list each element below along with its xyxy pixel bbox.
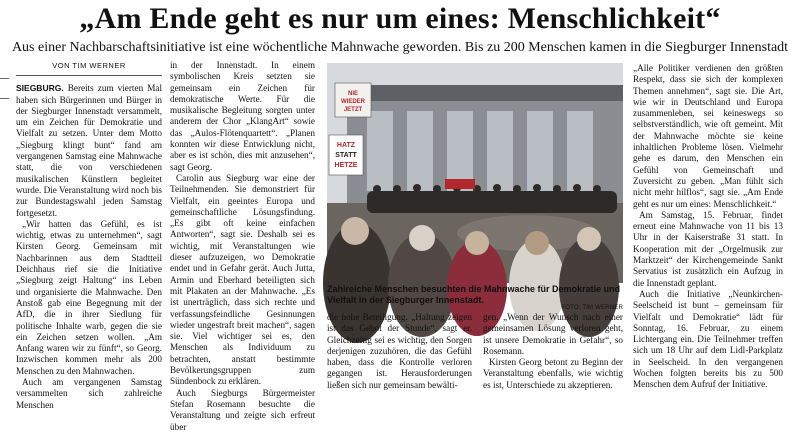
paragraph: Bereits zum vierten Mal haben sich Bürgerinnen und Bürger in der Siegburger Innenstadt versammelt, um ein Zeichen für Demokratie und Vielfalt zu setzen. Unter dem Motto „Siegburg klingt bunt“ fand am vergangenen Samstag eine Mahnwache statt, die von verschiedenen musikalischen Künstlern begleitet wurde. Die Veranstaltung wird noch bis zur Bundestagswahl jeden Samstag fortgesetzt.: [16, 83, 162, 218]
paragraph: Kirsten Georg betont zu Beginn der Veranstaltung ebenfalls, wie wichtig es ist, Unterschiede zu akzeptieren.: [483, 357, 623, 390]
photo-caption: [327, 284, 623, 313]
protest-sign-3: [445, 179, 475, 189]
protest-sign-1: [335, 83, 371, 117]
article-column-4: [483, 312, 623, 391]
article-column-2: [170, 60, 315, 433]
svg-text:NIE: NIE: [347, 91, 359, 97]
paragraph: die hohe Beteiligung. „Haltung zeigen ist das Gebot der Stunde“, sagt er. Gleichzeitig sei es wichtig, den Sorgen derjenigen zuzuhören, die das Gefühl haben, dass die Kontrolle verloren gegangen ist. Herausforderungen ließen sich nur gemeinsam bewälti-: [327, 312, 472, 390]
article-column-1: [16, 60, 162, 411]
building-roof: [347, 85, 623, 101]
demonstration-photo: [327, 63, 623, 283]
paragraph: „Alle Politiker verdienen den größten Respekt, dass sie sich der komplexen Themen annehmen“, sagt sie. Die Art, wie wir in Deutschland und Europa zusammenleben, sei keineswegs so selbstverständlich, wie oft gemeint. Mit der Mahnwache möchte sie keine inhaltlichen Probleme lösen. Vielmehr gehe es darum, den Menschen ein Gefühl von Gemeinschaft und Zuversicht zu geben. „Man fühlt sich nicht mehr hilflos“, sagt sie. „Am Ende geht es nur um eines: Menschlichkeit.“: [633, 63, 783, 209]
svg-text:JETZT: JETZT: [343, 107, 363, 113]
paragraph: Carolin aus Siegburg war eine der Teilnehmenden. Sie demonstriert für Vielfalt, ein geeintes Europa und gemeinschaftliche Lösungsfindung. „Es gibt oft keine einfachen Antworten“, sagt sie. Deshalb sei es wichtig, mit Veranstaltungen wie dieser aufzuzeigen, wo Demokratie endet und in Gefahr gerät. Auch Jutta, Armin und Eberhard beteiligten sich mit Plakaten an der Mahnwache. „Es ist unerträglich, dass sich rechte und verfassungsfeindliche Gesinnungen wieder ungestraft breit machen“, sagen sie. Viel wichtiger sei es, den Menschen als Individuum zu betrachten, anstatt bestimmte Bevölkerungsgruppen zum Sündenbock zu erklären.: [170, 172, 315, 387]
paragraph: in der Innenstadt. In einem symbolischen Kreis setzten sie gemeinsam ein Zeichen für demokratische Werte. Für die musikalische Begleitung sorgten unter anderem der Chor „KlangArt“ sowie das „Aulos-Flötenquartett“. „Planen konnten wir diese Entwicklung nicht, aber es ist schön, dies mit anzusehen“, sagt Georg.: [170, 60, 315, 172]
paragraph: gen. „Wenn der Wunsch nach einer gemeinsamen Lösung verloren geht, ist unsere Demokratie in Gefahr“, so Rosemann.: [483, 312, 623, 356]
svg-text:HATZ: HATZ: [336, 142, 356, 149]
subheadline: Aus einer Nachbarschaftsinitiative ist eine wöchentliche Mahnwache geworden. Bis zu 200 Menschen kamen in die Siegburger Innenstadt: [11, 40, 789, 55]
byline: VON TIM WERNER: [16, 60, 162, 76]
paragraph: Auch die Initiative „Neunkirchen-Seelscheid ist bunt – gemeinsam für Vielfalt und Demokratie“ lädt für Sonntag, 16. Februar, zu einem Lichtergang ein. Die Teilnehmer treffen sich um 18 Uhr auf dem Lidl-Parkplatz in Seelscheid. In den vergangenen Wochen folgten bereits bis zu 500 Menschen dem Aufruf der Initiative.: [633, 288, 783, 390]
photo-credit: FOTO: TIM WERNER: [561, 304, 623, 311]
svg-text:HETZE: HETZE: [334, 162, 358, 169]
paragraph: Auch Siegburgs Bürgermeister Stefan Rosemann besuchte die Veranstaltung und zeigte sich erfreut über: [170, 387, 315, 432]
edge-rule: [0, 98, 9, 99]
edge-rule: [0, 78, 9, 79]
article-column-5: [633, 63, 783, 391]
placeline: SIEGBURG.: [16, 83, 64, 94]
paragraph: Am Samstag, 15. Februar, findet erneut eine Mahnwache von 11 bis 13 Uhr in der Kaiserstraße 31 statt. In Kooperation mit der „Orgelmusik zur Marktzeit“ der Kirchengemeinde Sankt Servatius ist zusätzlich ein Aufzug in die Innenstadt geplant.: [633, 209, 783, 288]
protest-sign-2: [329, 135, 363, 175]
caption-text: Zahlreiche Menschen besuchten die Mahnwache für Demokratie und Vielfalt in der Siegburger Innenstadt.: [327, 284, 621, 305]
paragraph: Auch am vergangenen Samstag versammelten sich zahlreiche Menschen: [16, 377, 162, 410]
paragraph: „Wir hatten das Gefühl, es ist wichtig, etwas zu unternehmen“, sagt Kirsten Georg. Gemeinsam mit Nachbarinnen aus dem Stadtteil Deichhaus rief sie die Initiative „Siegburg zeigt Haltung“ ins Leben und organisierte die Mahnwache. Den Anstoß gab eine Begegnung mit der AfD, die in ihrer Siedlung für politische Inhalte warb, gegen die sie ein Zeichen setzen wollen. „Am Anfang waren wir zu fünft“, so Georg. Inzwischen kommen mehr als 200 Menschen zu den Mahnwachen.: [16, 218, 162, 376]
svg-text:STATT: STATT: [335, 152, 357, 159]
headline: „Am Ende geht es nur um eines: Menschlichkeit“: [79, 2, 721, 35]
article-column-3: [327, 312, 472, 391]
svg-text:WIEDER: WIEDER: [341, 99, 365, 105]
article-photo: [327, 63, 623, 283]
